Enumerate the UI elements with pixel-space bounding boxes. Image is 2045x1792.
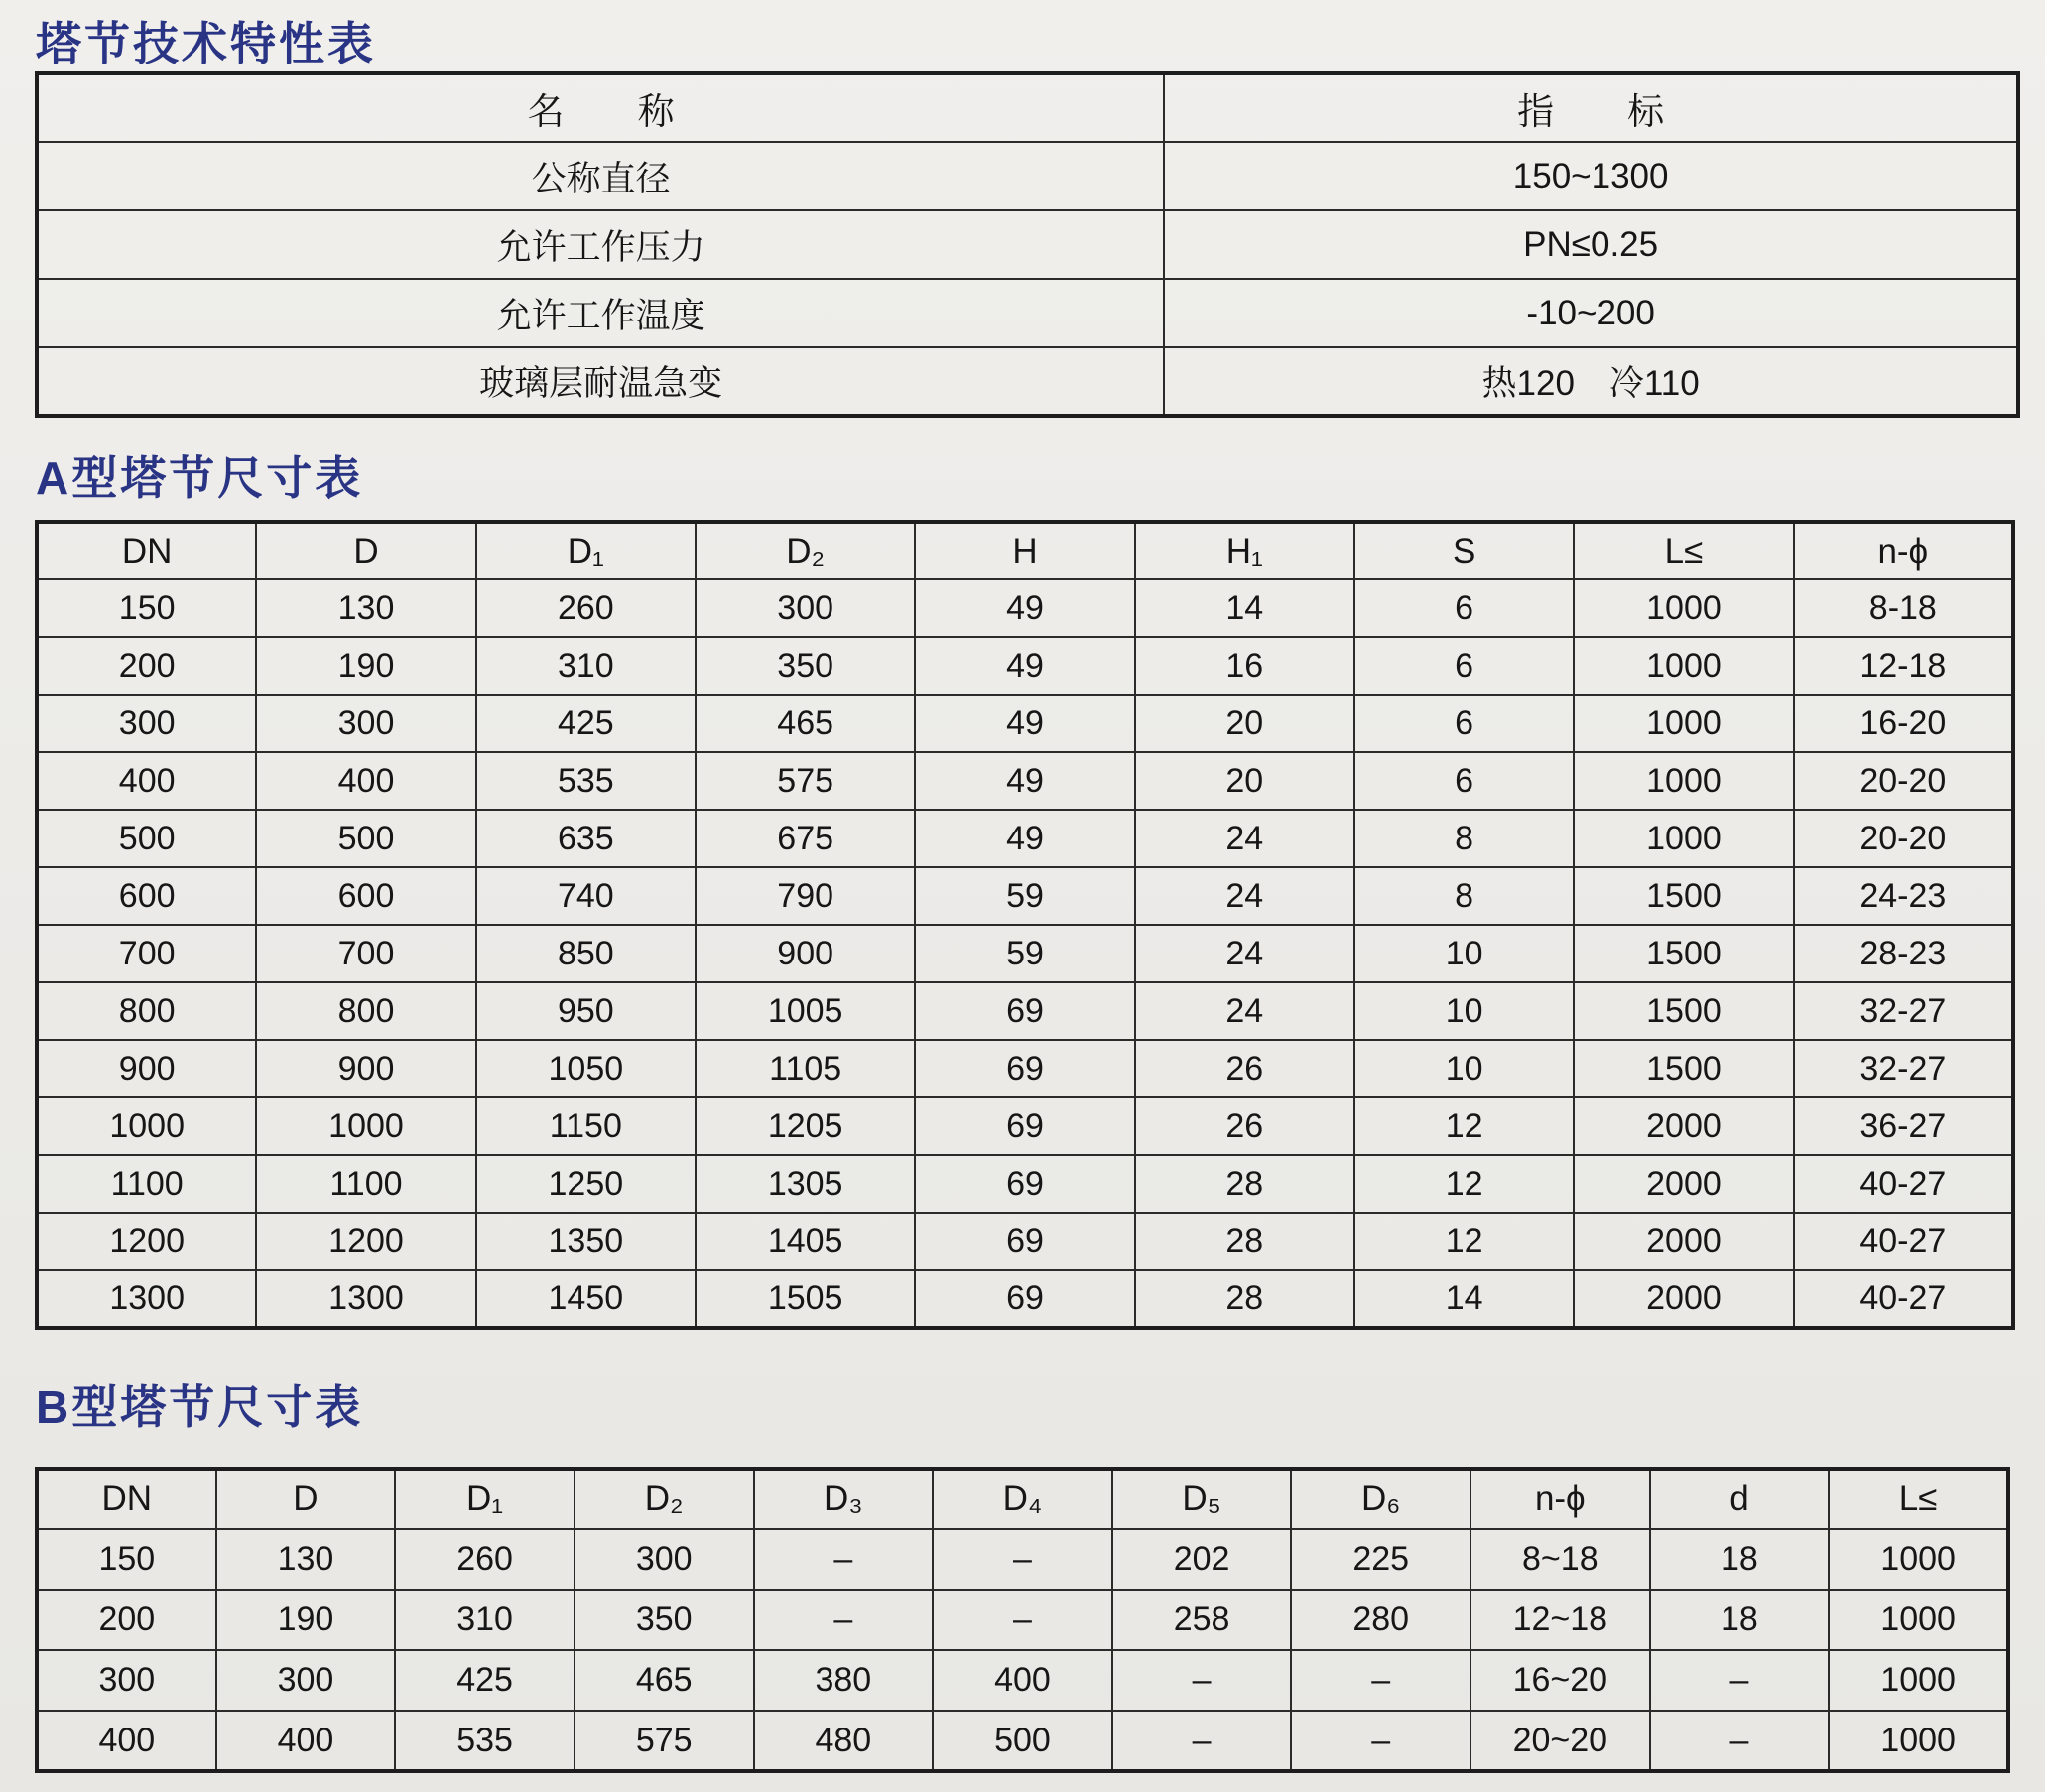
table-cell: 20 xyxy=(1135,752,1354,810)
table-cell: 200 xyxy=(37,637,256,695)
table-row xyxy=(37,1097,2013,1155)
table-cell: 12~18 xyxy=(1470,1590,1650,1650)
table-cell: 12 xyxy=(1354,1155,1574,1213)
header-cell: D₄ xyxy=(933,1469,1112,1529)
table-cell: 260 xyxy=(395,1529,575,1590)
table-row xyxy=(37,637,2013,695)
table-cell: 300 xyxy=(256,695,475,752)
table-cell: 258 xyxy=(1112,1590,1292,1650)
table-cell: 49 xyxy=(915,637,1134,695)
table-cell: 1305 xyxy=(696,1155,915,1213)
header-cell: D xyxy=(216,1469,396,1529)
table-cell: – xyxy=(1650,1650,1830,1711)
table-cell: 28 xyxy=(1135,1213,1354,1270)
header-cell: D xyxy=(256,522,475,579)
table-cell: 535 xyxy=(476,752,696,810)
typeA-dimension-table xyxy=(35,520,2015,1330)
table-row xyxy=(37,752,2013,810)
table-cell: – xyxy=(1650,1711,1830,1771)
table-cell: 350 xyxy=(696,637,915,695)
table-cell: 24 xyxy=(1135,925,1354,982)
table-row xyxy=(37,925,2013,982)
table-cell: 12 xyxy=(1354,1213,1574,1270)
table-cell: 1000 xyxy=(1574,637,1793,695)
table-cell: 260 xyxy=(476,579,696,637)
table-cell: 1150 xyxy=(476,1097,696,1155)
table-cell: 600 xyxy=(256,867,475,925)
header-row xyxy=(37,73,2018,142)
table-cell: 8 xyxy=(1354,867,1574,925)
typeA-table-title: A型塔节尺寸表 xyxy=(36,452,364,504)
table-row xyxy=(37,142,2018,210)
table-cell: 6 xyxy=(1354,752,1574,810)
table-cell: 400 xyxy=(933,1650,1112,1711)
table-cell: 350 xyxy=(575,1590,754,1650)
table-cell: -10~200 xyxy=(1164,279,2018,347)
table-cell: 1000 xyxy=(1574,695,1793,752)
table-cell: 150~1300 xyxy=(1164,142,2018,210)
table-cell: 675 xyxy=(696,810,915,867)
table-cell: 740 xyxy=(476,867,696,925)
table-row xyxy=(37,982,2013,1040)
table-cell: 150 xyxy=(37,579,256,637)
table-cell: 20 xyxy=(1135,695,1354,752)
table-cell: 28-23 xyxy=(1794,925,2013,982)
table-cell: 700 xyxy=(256,925,475,982)
table-cell: 1000 xyxy=(256,1097,475,1155)
table-cell: 允许工作压力 xyxy=(37,210,1164,279)
header-cell: S xyxy=(1354,522,1574,579)
table-cell: 300 xyxy=(216,1650,396,1711)
table-cell: 69 xyxy=(915,982,1134,1040)
table-cell: 16~20 xyxy=(1470,1650,1650,1711)
table-row xyxy=(37,347,2018,416)
table-cell: 1350 xyxy=(476,1213,696,1270)
header-cell: DN xyxy=(37,1469,216,1529)
table-cell: 535 xyxy=(395,1711,575,1771)
table-cell: 950 xyxy=(476,982,696,1040)
table-cell: 1300 xyxy=(256,1270,475,1328)
table-cell: 59 xyxy=(915,925,1134,982)
header-cell: D₁ xyxy=(395,1469,575,1529)
table-cell: 1000 xyxy=(1574,752,1793,810)
table-cell: 12 xyxy=(1354,1097,1574,1155)
table-cell: 190 xyxy=(256,637,475,695)
table-cell: 10 xyxy=(1354,925,1574,982)
table-row xyxy=(37,810,2013,867)
table-cell: 49 xyxy=(915,695,1134,752)
table-row xyxy=(37,1590,2008,1650)
table-row xyxy=(37,1650,2008,1711)
table-cell: 1205 xyxy=(696,1097,915,1155)
table-cell: – xyxy=(1112,1711,1292,1771)
table-cell: 1450 xyxy=(476,1270,696,1328)
table-cell: 1300 xyxy=(37,1270,256,1328)
table-cell: 6 xyxy=(1354,695,1574,752)
table-cell: 32-27 xyxy=(1794,982,2013,1040)
table-cell: 400 xyxy=(37,752,256,810)
table-cell: 500 xyxy=(933,1711,1112,1771)
table-cell: 28 xyxy=(1135,1270,1354,1328)
table-cell: 8-18 xyxy=(1794,579,2013,637)
table-cell: 225 xyxy=(1291,1529,1470,1590)
table-cell: 公称直径 xyxy=(37,142,1164,210)
table-cell: 425 xyxy=(476,695,696,752)
table-cell: 40-27 xyxy=(1794,1270,2013,1328)
header-cell: D₁ xyxy=(476,522,696,579)
header-cell: d xyxy=(1650,1469,1830,1529)
table-cell: 69 xyxy=(915,1097,1134,1155)
table-cell: – xyxy=(754,1529,934,1590)
table-cell: 480 xyxy=(754,1711,934,1771)
table-cell: 1005 xyxy=(696,982,915,1040)
table-cell: 400 xyxy=(256,752,475,810)
header-cell: 指 标 xyxy=(1164,73,2018,142)
table-cell: 1000 xyxy=(1574,579,1793,637)
table-cell: 300 xyxy=(37,695,256,752)
table-cell: 1100 xyxy=(37,1155,256,1213)
table-cell: 465 xyxy=(575,1650,754,1711)
table-cell: 1000 xyxy=(37,1097,256,1155)
table-cell: 10 xyxy=(1354,982,1574,1040)
table-cell: 1405 xyxy=(696,1213,915,1270)
table-cell: 16 xyxy=(1135,637,1354,695)
table-cell: 600 xyxy=(37,867,256,925)
table-cell: 1000 xyxy=(1829,1590,2008,1650)
table-cell: 40-27 xyxy=(1794,1155,2013,1213)
table-row xyxy=(37,1270,2013,1328)
spec-table xyxy=(35,71,2020,418)
table-row xyxy=(37,1213,2013,1270)
table-cell: 玻璃层耐温急变 xyxy=(37,347,1164,416)
table-row xyxy=(37,695,2013,752)
table-cell: 2000 xyxy=(1574,1213,1793,1270)
table-cell: 190 xyxy=(216,1590,396,1650)
table-cell: 1000 xyxy=(1829,1529,2008,1590)
table-cell: – xyxy=(1112,1650,1292,1711)
table-cell: 300 xyxy=(575,1529,754,1590)
table-cell: 1000 xyxy=(1829,1650,2008,1711)
table-cell: 1505 xyxy=(696,1270,915,1328)
table-cell: 150 xyxy=(37,1529,216,1590)
table-cell: 465 xyxy=(696,695,915,752)
table-cell: 2000 xyxy=(1574,1270,1793,1328)
table-cell: 575 xyxy=(696,752,915,810)
table-cell: 310 xyxy=(395,1590,575,1650)
table-cell: 1100 xyxy=(256,1155,475,1213)
table-cell: 400 xyxy=(37,1711,216,1771)
table-cell: 700 xyxy=(37,925,256,982)
table-cell: 500 xyxy=(256,810,475,867)
table-cell: 1500 xyxy=(1574,867,1793,925)
table-cell: 20-20 xyxy=(1794,752,2013,810)
table-cell: 1000 xyxy=(1574,810,1793,867)
table-cell: 300 xyxy=(37,1650,216,1711)
table-row xyxy=(37,867,2013,925)
table-cell: 24-23 xyxy=(1794,867,2013,925)
table-cell: 允许工作温度 xyxy=(37,279,1164,347)
table-row xyxy=(37,210,2018,279)
header-cell: D₂ xyxy=(575,1469,754,1529)
table-cell: 20~20 xyxy=(1470,1711,1650,1771)
table-row xyxy=(37,1711,2008,1771)
table-cell: 2000 xyxy=(1574,1155,1793,1213)
table-row xyxy=(37,279,2018,347)
table-cell: 10 xyxy=(1354,1040,1574,1097)
table-cell: 1000 xyxy=(1829,1711,2008,1771)
header-row xyxy=(37,1469,2008,1529)
table-cell: 69 xyxy=(915,1155,1134,1213)
table-cell: 18 xyxy=(1650,1590,1830,1650)
table-cell: 40-27 xyxy=(1794,1213,2013,1270)
table-cell: – xyxy=(933,1590,1112,1650)
table-cell: 1200 xyxy=(37,1213,256,1270)
header-cell: DN xyxy=(37,522,256,579)
header-cell: H xyxy=(915,522,1134,579)
table-cell: 310 xyxy=(476,637,696,695)
table-cell: 26 xyxy=(1135,1040,1354,1097)
header-cell: L≤ xyxy=(1829,1469,2008,1529)
table-cell: 790 xyxy=(696,867,915,925)
table-cell: 69 xyxy=(915,1213,1134,1270)
table-cell: 900 xyxy=(37,1040,256,1097)
table-row xyxy=(37,1155,2013,1213)
table-cell: 400 xyxy=(216,1711,396,1771)
table-cell: 24 xyxy=(1135,810,1354,867)
table-cell: 800 xyxy=(37,982,256,1040)
table-cell: 18 xyxy=(1650,1529,1830,1590)
table-cell: 425 xyxy=(395,1650,575,1711)
header-cell: D₂ xyxy=(696,522,915,579)
header-cell: n-ϕ xyxy=(1470,1469,1650,1529)
table-cell: 1500 xyxy=(1574,925,1793,982)
table-cell: 130 xyxy=(256,579,475,637)
table-cell: 6 xyxy=(1354,579,1574,637)
table-cell: 49 xyxy=(915,752,1134,810)
table-cell: 26 xyxy=(1135,1097,1354,1155)
table-cell: 1050 xyxy=(476,1040,696,1097)
table-cell: – xyxy=(1291,1650,1470,1711)
table-row xyxy=(37,1040,2013,1097)
table-cell: 24 xyxy=(1135,867,1354,925)
header-cell: D₆ xyxy=(1291,1469,1470,1529)
table-cell: 850 xyxy=(476,925,696,982)
table-cell: 6 xyxy=(1354,637,1574,695)
typeB-table-title: B型塔节尺寸表 xyxy=(36,1381,364,1433)
table-cell: 热120 冷110 xyxy=(1164,347,2018,416)
table-cell: 14 xyxy=(1135,579,1354,637)
header-cell: 名 称 xyxy=(37,73,1164,142)
table-cell: 380 xyxy=(754,1650,934,1711)
table-cell: 1250 xyxy=(476,1155,696,1213)
table-cell: 900 xyxy=(256,1040,475,1097)
table-cell: 1105 xyxy=(696,1040,915,1097)
table-cell: – xyxy=(754,1590,934,1650)
header-cell: L≤ xyxy=(1574,522,1793,579)
table-cell: 300 xyxy=(696,579,915,637)
header-cell: n-ϕ xyxy=(1794,522,2013,579)
typeB-dimension-table xyxy=(35,1467,2010,1773)
table-cell: 130 xyxy=(216,1529,396,1590)
table-cell: 202 xyxy=(1112,1529,1292,1590)
table-cell: 8~18 xyxy=(1470,1529,1650,1590)
table-cell: 1200 xyxy=(256,1213,475,1270)
table-cell: 69 xyxy=(915,1270,1134,1328)
table-row xyxy=(37,579,2013,637)
table-cell: 69 xyxy=(915,1040,1134,1097)
spec-table-title: 塔节技术特性表 xyxy=(36,18,376,69)
table-cell: 36-27 xyxy=(1794,1097,2013,1155)
table-cell: PN≤0.25 xyxy=(1164,210,2018,279)
table-cell: 280 xyxy=(1291,1590,1470,1650)
table-cell: 24 xyxy=(1135,982,1354,1040)
table-cell: 12-18 xyxy=(1794,637,2013,695)
table-cell: 14 xyxy=(1354,1270,1574,1328)
table-cell: 2000 xyxy=(1574,1097,1793,1155)
table-cell: 1500 xyxy=(1574,982,1793,1040)
table-cell: 635 xyxy=(476,810,696,867)
table-cell: 575 xyxy=(575,1711,754,1771)
table-cell: 200 xyxy=(37,1590,216,1650)
table-cell: 49 xyxy=(915,579,1134,637)
table-cell: 16-20 xyxy=(1794,695,2013,752)
table-cell: 28 xyxy=(1135,1155,1354,1213)
table-cell: 800 xyxy=(256,982,475,1040)
table-cell: 8 xyxy=(1354,810,1574,867)
header-row xyxy=(37,522,2013,579)
table-cell: 20-20 xyxy=(1794,810,2013,867)
table-cell: 900 xyxy=(696,925,915,982)
table-cell: – xyxy=(933,1529,1112,1590)
table-cell: 49 xyxy=(915,810,1134,867)
header-cell: D₃ xyxy=(754,1469,934,1529)
table-cell: 59 xyxy=(915,867,1134,925)
header-cell: H₁ xyxy=(1135,522,1354,579)
table-cell: 1500 xyxy=(1574,1040,1793,1097)
header-cell: D₅ xyxy=(1112,1469,1292,1529)
table-cell: 32-27 xyxy=(1794,1040,2013,1097)
table-cell: – xyxy=(1291,1711,1470,1771)
table-row xyxy=(37,1529,2008,1590)
table-cell: 500 xyxy=(37,810,256,867)
